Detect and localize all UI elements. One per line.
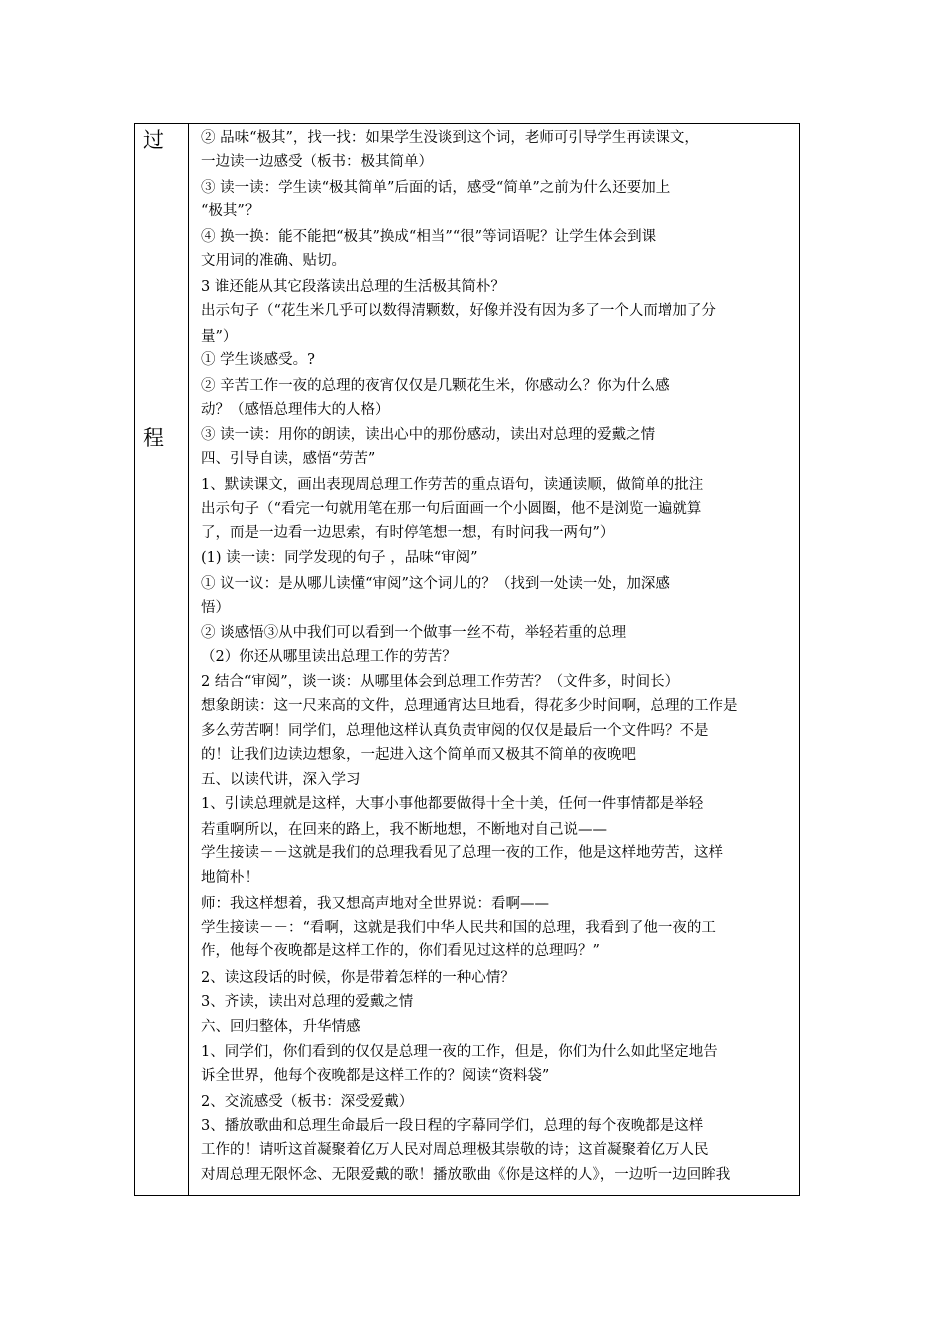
content-line: 五、以读代讲，深入学习: [201, 772, 361, 788]
content-line: 多么劳苦啊！同学们，总理他这样认真负责审阅的仅仅是最后一个文件吗？不是: [201, 723, 709, 739]
content-line: 3、播放歌曲和总理生命最后一段日程的字幕同学们，总理的每个夜晚都是这样: [201, 1118, 704, 1134]
content-line: 六、回归整体，升华情感: [201, 1019, 361, 1035]
content-line: 若重啊所以，在回来的路上，我不断地想，不断地对自己说——: [201, 822, 607, 838]
content-line: 了，而是一边看一边思索，有时停笔想一想，有时问我一两句”）: [201, 525, 615, 541]
content-line: 出示句子（“花生米几乎可以数得清颗数，好像并没有因为多了一个人而增加了分: [201, 303, 716, 319]
content-line: 学生接读－－这就是我们的总理我看见了总理一夜的工作，他是这样地劳苦，这样: [201, 845, 723, 861]
content-line: “极其”？: [201, 203, 260, 219]
content-line: 悟）: [201, 600, 230, 616]
process-label-cell: [135, 124, 189, 1195]
content-line: 一边读一边感受（板书：极其简单）: [201, 154, 433, 170]
content-line: 的！让我们边读边想象，一起进入这个简单而又极其不简单的夜晚吧: [201, 747, 636, 763]
content-line: 1、引读总理就是这样，大事小事他都要做得十全十美，任何一件事情都是举轻: [201, 796, 704, 812]
content-line: ④ 换一换：能不能把“极其”换成“相当”“很”等词语呢？让学生体会到课: [201, 229, 657, 245]
content-line: (1) 读一读：同学发现的句子 ，品味“审阅”: [201, 550, 478, 566]
content-line: 3 谁还能从其它段落读出总理的生活极其简朴？: [201, 279, 505, 295]
content-line: 文用词的准确、贴切。: [201, 253, 346, 269]
content-line: ① 学生谈感受。?: [201, 352, 315, 368]
content-line: 2、交流感受（板书：深受爱戴）: [201, 1094, 414, 1110]
content-line: 对周总理无限怀念、无限爱戴的歌！播放歌曲《你是这样的人》，一边听一边回眸我: [201, 1167, 731, 1183]
content-line: 学生接读－－：“看啊，这就是我们中华人民共和国的总理，我看到了他一夜的工: [201, 920, 716, 936]
content-line: 3、齐读，读出对总理的爱戴之情: [201, 994, 414, 1010]
content-line: 想象朗读：这一尺来高的文件，总理通宵达旦地看，得花多少时间啊，总理的工作是: [201, 698, 738, 714]
content-line: ③ 读一读：用你的朗读，读出心中的那份感动，读出对总理的爱戴之情: [201, 427, 656, 443]
content-line: 出示句子（“看完一句就用笔在那一句后面画一个小圆圈，他不是浏览一遍就算: [201, 501, 702, 517]
content-line: 地简朴！: [201, 870, 259, 886]
content-line: ② 辛苦工作一夜的总理的夜宵仅仅是几颗花生米，你感动么？你为什么感: [201, 378, 670, 394]
side-label-char: 程: [143, 426, 164, 450]
content-line: 1、默读课文，画出表现周总理工作劳苦的重点语句，读通读顺，做简单的批注: [201, 477, 704, 493]
content-line: ② 谈感悟③从中我们可以看到一个做事一丝不苟，举轻若重的总理: [201, 625, 627, 641]
content-line: 师：我这样想着，我又想高声地对全世界说：看啊——: [201, 896, 549, 912]
content-line: 作，他每个夜晚都是这样工作的，你们看见过这样的总理吗？”: [201, 943, 600, 959]
content-line: （2）你还从哪里读出总理工作的劳苦？: [201, 649, 457, 665]
content-line: 工作的！请听这首凝聚着亿万人民对周总理极其崇敬的诗；这首凝聚着亿万人民: [201, 1142, 709, 1158]
side-label-char: 过: [143, 128, 164, 152]
content-line: 动？（感悟总理伟大的人格）: [201, 402, 390, 418]
content-line: 1、同学们，你们看到的仅仅是总理一夜的工作，但是，你们为什么如此坚定地告: [201, 1044, 718, 1060]
content-line: ② 品味“极其”，找一找：如果学生没谈到这个词，老师可引导学生再读课文，: [201, 130, 699, 146]
content-line: 2、读这段话的时候，你是带着怎样的一种心情？: [201, 970, 515, 986]
content-line: ① 议一议：是从哪儿读懂“审阅”这个词儿的？（找到一处读一处，加深感: [201, 576, 670, 592]
content-line: 诉全世界，他每个夜晚都是这样工作的？阅读“资料袋”: [201, 1068, 550, 1084]
content-line: 2 结合“审阅”，谈一谈：从哪里体会到总理工作劳苦？（文件多，时间长）: [201, 674, 680, 690]
content-line: 四、引导自读，感悟“劳苦”: [201, 451, 376, 467]
content-line: 量”）: [201, 329, 238, 345]
lesson-table: [134, 123, 800, 1196]
content-line: ③ 读一读：学生读“极其简单”后面的话，感受“简单”之前为什么还要加上: [201, 180, 671, 196]
